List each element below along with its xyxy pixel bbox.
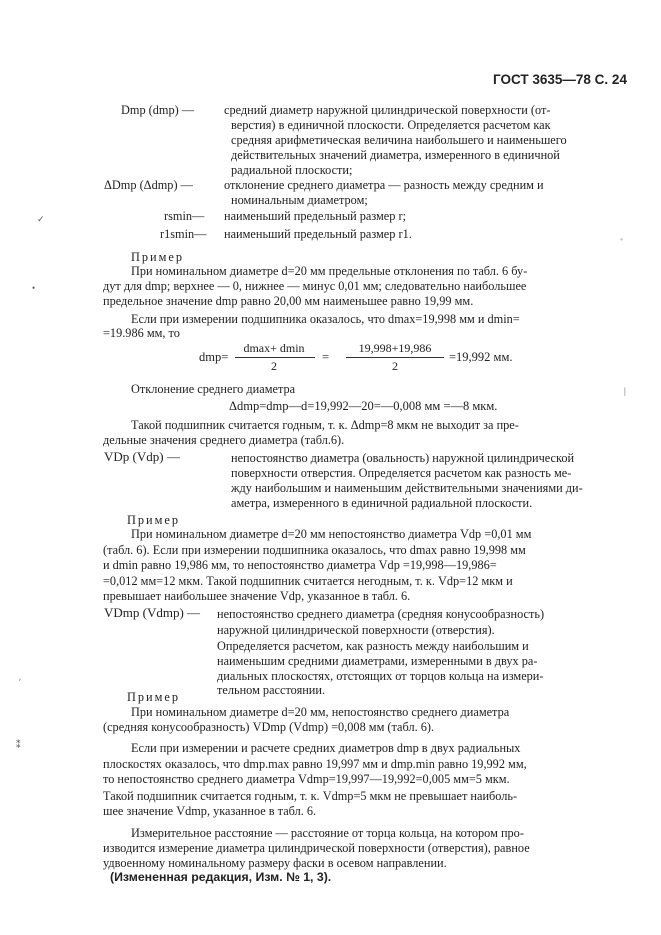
term-vdp: VDp (Vdp) —	[104, 449, 180, 464]
example2-line: =0,012 мм=12 мкм. Такой подшипник считается негодным, т. к. Vdp=12 мкм и	[103, 574, 513, 588]
scan-speck: ✓	[37, 214, 45, 224]
definition-r1smin: наименьший предельный размер r1.	[224, 227, 412, 241]
formula1-result: =19,992 мм.	[449, 350, 513, 364]
example-label: Пример	[131, 250, 184, 264]
para4-line: то непостоянство среднего диаметра Vdmp=19,997—19,992=0,005 мм=5 мкм.	[103, 772, 510, 786]
term-dmp: Dmp (dmp) —	[121, 103, 195, 117]
example1-line: дут для dmp; верхнее — 0, нижнее — минус 0,01 мм; следовательно наибольшее	[103, 279, 527, 293]
definition-rsmin: наименьший предельный размер r;	[224, 209, 406, 223]
vdmp-line: наружной цилиндрической поверхности (отверстия).	[217, 623, 495, 637]
para5-line: удвоенному номинальному размеру фаски в осевом направлении.	[103, 856, 447, 870]
para4-line: шее значение Vdmp, указанное в табл. 6.	[103, 804, 317, 818]
amendment-note: (Измененная редакция, Изм. № 1, 3).	[110, 870, 332, 884]
term-delta-dmp: ΔDmp (Δdmp) —	[104, 178, 193, 192]
scan-speck: |	[624, 386, 626, 396]
vdmp-line: тельном расстоянии.	[217, 683, 326, 697]
example2-line: и dmin равно 19,986 мм, то непостоянство диаметра Vdp =19,998—19,986=	[103, 558, 497, 572]
para5-line: изводится измерение диаметра цилиндрической поверхности (отверстия), равное	[103, 841, 530, 855]
page-header: ГОСТ 3635—78 С. 24	[493, 72, 627, 87]
definition-line: верстия) в единичной плоскости. Определяется расчетом как	[231, 118, 551, 132]
definition-line: радиальной плоскости;	[231, 163, 353, 177]
vdmp-line: наименьшим средними диаметрами, измеренными в двух ра-	[217, 654, 538, 668]
example1-line: При номинальном диаметре d=20 мм предельные отклонения по табл. 6 бу-	[131, 264, 528, 278]
example2-line: превышает наибольшее значение Vdp, указанное в табл. 6.	[103, 589, 411, 603]
definition-line: действительных значений диаметра, измеренного в единичной	[231, 148, 560, 162]
definition-delta-dmp: отклонение среднего диаметра — разность между средним и	[224, 178, 544, 192]
formula1-fraction-bar	[235, 357, 315, 358]
example2-line: (табл. 6). Если при измерении подшипника оказалось, что dmax равно 19,998 мм	[103, 543, 526, 557]
vdmp-line: Определяется расчетом, как разность между наибольшим и	[217, 639, 529, 653]
formula1-eq: =	[322, 350, 330, 364]
vdp-line: непостоянство диаметра (овальность) наружной цилиндрической	[231, 451, 575, 465]
deviation-label: Отклонение среднего диаметра	[131, 382, 296, 396]
para4-line: плоскостях оказалось, что dmp.max равно 19,997 мм и dmp.min равно 19,992 мм,	[103, 757, 527, 771]
vdmp-line: диальных плоскостях, отстоящих от торцов кольца на измери-	[217, 669, 544, 683]
formula1-lhs: dmp=	[199, 350, 229, 364]
para4-line: Такой подшипник считается годным, т. к. Vdmp=5 мкм не превышает наиболь-	[103, 789, 518, 803]
example2-line: При номинальном диаметре d=20 мм непостоянство диаметра Vdp =0,01 мм	[131, 527, 532, 541]
definition-dmp: средний диаметр наружной цилиндрической поверхности (от-	[224, 103, 551, 117]
term-r1smin: r1smin—	[160, 227, 207, 241]
vdp-line: аметра, измеренного в единичной радиальной плоскости.	[231, 496, 533, 510]
conclusion1-line: дельные значения среднего диаметра (табл.6).	[103, 433, 345, 447]
formula1-denominator2: 2	[392, 359, 398, 373]
scan-speck: •	[32, 283, 36, 293]
term-rsmin: rsmin—	[164, 209, 205, 223]
formula1-denominator: 2	[271, 359, 277, 373]
example-label: Пример	[127, 513, 180, 527]
term-vdmp: VDmp (Vdmp) —	[104, 605, 201, 620]
scan-speck: ⁑	[16, 740, 21, 750]
scan-speck: ﾞ	[620, 238, 625, 248]
example1-line: =19.986 мм, то	[103, 326, 180, 340]
formula2: Δdmp=dmp—d=19,992—20=—0,008 мм =—8 мкм.	[229, 399, 498, 413]
example-label: Пример	[127, 690, 180, 704]
para4-line: Если при измерении и расчете средних диаметров dmp в двух радиальных	[131, 741, 521, 755]
vdp-line: жду наибольшим и наименьшим действительными значениями ди-	[231, 481, 583, 495]
example3-line: При номинальном диаметре d=20 мм, непостоянство среднего диаметра	[131, 705, 510, 719]
definition-line: номинальным диаметром;	[231, 193, 368, 207]
formula1-numerator2: 19,998+19,986	[358, 341, 432, 355]
formula1-numerator: dmax+ dmin	[243, 341, 305, 355]
example3-line: (средняя конусообразность) VDmp (Vdmp) =0,008 мм (табл. 6).	[103, 720, 435, 734]
formula1-fraction-bar2	[346, 357, 444, 358]
conclusion1-line: Такой подшипник считается годным, т. к. Δdmp=8 мкм не выходит за пре-	[131, 418, 519, 432]
example1-line: Если при измерении подшипника оказалось, что dmax=19,998 мм и dmin=	[131, 312, 520, 326]
vdmp-line: непостоянство среднего диаметра (средняя конусообразность)	[217, 607, 545, 621]
definition-line: средняя арифметическая величина наибольшего и наименьшего	[231, 133, 567, 147]
example1-line: предельное значение dmp равно 20,00 мм наименьшее равно 19,99 мм.	[103, 294, 474, 308]
scan-speck: ʹ	[19, 677, 21, 687]
vdp-line: поверхности отверстия. Определяется расчетом как разность ме-	[231, 466, 572, 480]
para5-line: Измерительное расстояние — расстояние от торца кольца, на котором про-	[131, 826, 524, 840]
